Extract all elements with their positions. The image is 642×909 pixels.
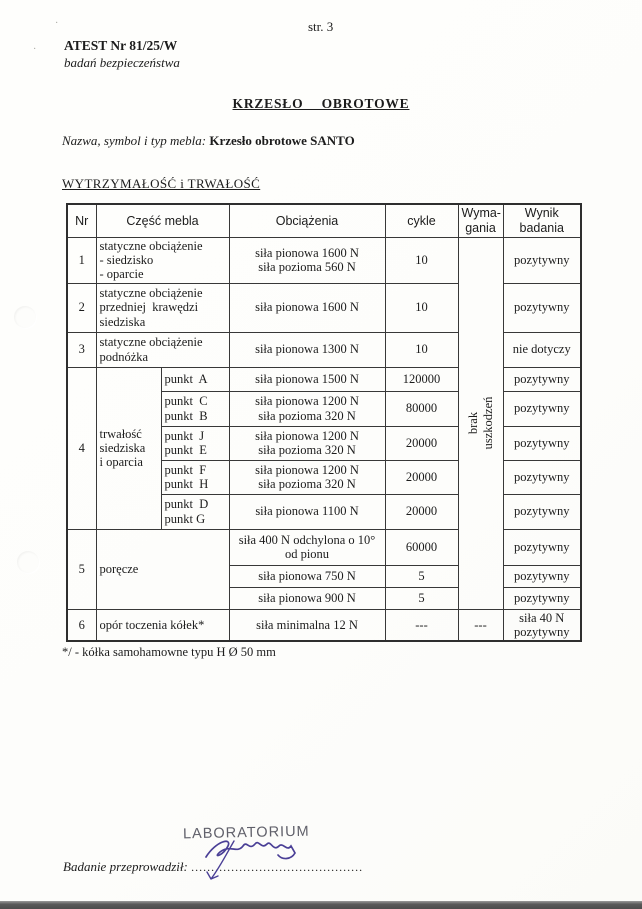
cell-point: punkt C punkt B [161,391,229,426]
table-row [67,367,581,391]
cell-nr: 3 [67,332,96,367]
cell-load: siła pionowa 1500 N [229,367,385,391]
header-result: Wynik badania [503,204,581,237]
cell-cycles: 10 [385,237,458,283]
cell-nr: 1 [67,237,96,283]
test-results-table [66,203,582,642]
atest-header [64,37,180,71]
cell-cycles: 10 [385,332,458,367]
cell-result: pozytywny [503,565,581,587]
furniture-name-line [62,133,355,149]
cell-load: siła pionowa 900 N [229,587,385,609]
table-row [67,283,581,332]
section-heading: WYTRZYMAŁOŚĆ i TRWAŁOŚĆ [62,176,261,191]
scan-speck: · [55,18,59,29]
cell-cycles: --- [385,609,458,641]
header-nr: Nr [67,204,96,237]
cell-load: siła pionowa 1300 N [229,332,385,367]
requirement-vertical-text: brak uszkodzeń [465,396,495,450]
cell-result: siła 40 N pozytywny [503,609,581,641]
furniture-name-label: Nazwa, symbol i typ mebla: [62,133,207,148]
cell-result: pozytywny [503,587,581,609]
cell-cycles: 120000 [385,367,458,391]
cell-cycles: 80000 [385,391,458,426]
hole-punch-mark [14,306,36,328]
cell-nr: 4 [67,367,96,529]
table-row [67,332,581,367]
cell-load: siła pionowa 1100 N [229,494,385,529]
cell-result: pozytywny [503,367,581,391]
header-cycles: cykle [385,204,458,237]
cell-part: poręcze [96,529,229,609]
laboratory-stamp: LABORATORIUM [182,823,310,843]
document-title: KRZESŁO OBROTOWE [232,96,410,111]
signature-dotted-line: ........................................... [191,860,364,874]
cell-load: siła 400 N odchylona o 10° od pionu [229,529,385,565]
header-requirements: Wyma- gania [458,204,503,237]
cell-result: pozytywny [503,494,581,529]
cell-result: pozytywny [503,391,581,426]
cell-load: siła pionowa 1200 N siła pozioma 320 N [229,426,385,460]
cell-part: trwałość siedziska i oparcia [96,367,161,529]
cell-cycles: 5 [385,587,458,609]
cell-nr: 6 [67,609,96,641]
footnote: */ - kółka samohamowne typu H Ø 50 mm [62,645,276,659]
cell-result: pozytywny [503,426,581,460]
cell-cycles: 60000 [385,529,458,565]
table-header-row [67,204,581,237]
cell-nr: 2 [67,283,96,332]
hole-punch-mark [17,551,39,573]
signature-label: Badanie przeprowadził: [63,859,188,874]
table-row [67,237,581,283]
cell-point: punkt D punkt G [161,494,229,529]
scan-speck: · [33,44,37,55]
cell-cycles: 20000 [385,460,458,494]
table-row [67,529,581,565]
cell-point: punkt A [161,367,229,391]
cell-cycles: 10 [385,283,458,332]
cell-load: siła pionowa 1600 N [229,283,385,332]
cell-result: pozytywny [503,529,581,565]
cell-load: siła pionowa 1600 N siła pozioma 560 N [229,237,385,283]
cell-part: statyczne obciążenie - siedzisko - oparcie [96,237,229,283]
cell-point: punkt J punkt E [161,426,229,460]
cell-cycles: 20000 [385,426,458,460]
table-row [67,609,581,641]
cell-part: statyczne obciążenie przedniej krawędzi siedziska [96,283,229,332]
cell-cycles: 5 [385,565,458,587]
header-load: Obciążenia [229,204,385,237]
cell-load: siła minimalna 12 N [229,609,385,641]
cell-point: punkt F punkt H [161,460,229,494]
atest-subtitle: badań bezpieczeństwa [64,54,180,70]
scan-edge-band [0,901,642,909]
cell-part: opór toczenia kółek* [96,609,229,641]
cell-requirement [458,237,503,609]
atest-title: ATEST Nr 81/25/W [64,38,178,53]
cell-result: nie dotyczy [503,332,581,367]
cell-load: siła pionowa 750 N [229,565,385,587]
cell-load: siła pionowa 1200 N siła pozioma 320 N [229,460,385,494]
furniture-name-value: Krzesło obrotowe SANTO [209,133,355,148]
header-part: Część mebla [96,204,229,237]
page-number: str. 3 [308,19,334,34]
cell-result: pozytywny [503,283,581,332]
cell-result: pozytywny [503,460,581,494]
cell-part: statyczne obciążenie podnóżka [96,332,229,367]
cell-load: siła pionowa 1200 N siła pozioma 320 N [229,391,385,426]
cell-nr: 5 [67,529,96,609]
handwritten-signature [192,831,322,891]
cell-cycles: 20000 [385,494,458,529]
cell-requirement: --- [458,609,503,641]
cell-result: pozytywny [503,237,581,283]
